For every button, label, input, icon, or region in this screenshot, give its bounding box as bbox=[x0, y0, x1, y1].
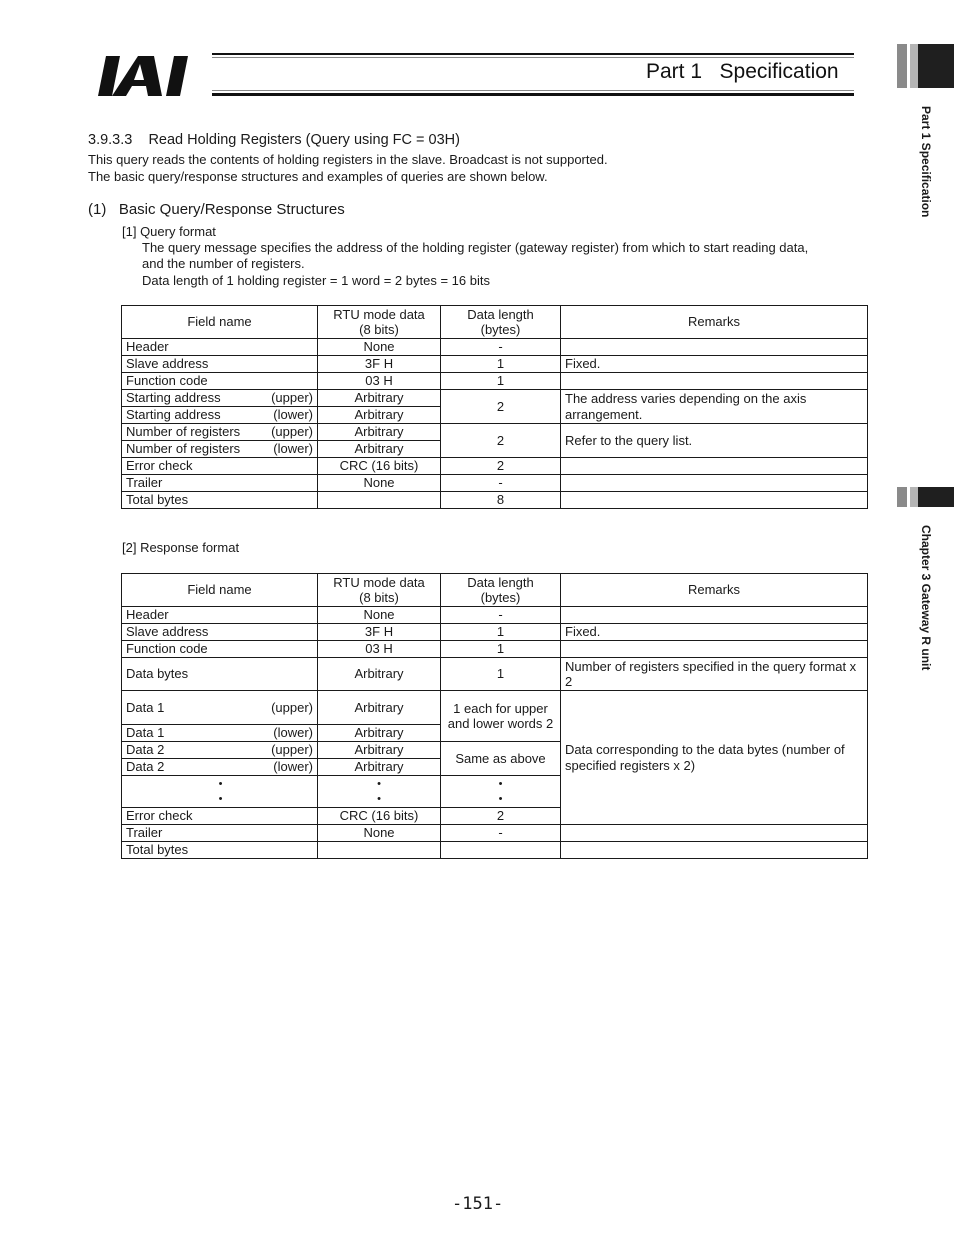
cell-field: Trailer bbox=[122, 825, 318, 842]
cell-remarks bbox=[561, 641, 868, 658]
cell-field: Trailer bbox=[122, 475, 318, 492]
header-rule-bottom bbox=[212, 90, 854, 91]
field-qualifier: (upper) bbox=[271, 424, 313, 440]
cell-length: - bbox=[441, 475, 561, 492]
table-row bbox=[122, 825, 868, 842]
cell-length: 1 bbox=[441, 373, 561, 390]
field-label: Data 1 bbox=[126, 699, 165, 715]
col-header-rtu bbox=[318, 574, 441, 607]
section-intro-1: This query reads the contents of holding registers in the slave. Broadcast is not supported. bbox=[88, 152, 608, 167]
col-header-rtu-1: RTU mode data bbox=[333, 574, 425, 590]
ellipsis-dot: • bbox=[218, 792, 223, 805]
header-rule-bottom-thick bbox=[212, 93, 854, 96]
side-tab-chapter-grey bbox=[897, 487, 907, 507]
subsection-title: (1) Basic Query/Response Structures bbox=[88, 201, 345, 218]
field-qualifier: (lower) bbox=[273, 759, 313, 775]
cell-remarks: Data corresponding to the data bytes (number of specified registers x 2) bbox=[561, 691, 868, 825]
field-qualifier: (upper) bbox=[271, 742, 313, 758]
cell-rtu: Arbitrary bbox=[318, 759, 441, 776]
cell-remarks: Number of registers specified in the query format x 2 bbox=[561, 658, 868, 691]
col-header-rtu-2: (8 bits) bbox=[359, 322, 399, 337]
cell-field bbox=[122, 759, 318, 776]
cell-remarks bbox=[561, 339, 868, 356]
cell-remarks: Refer to the query list. bbox=[561, 424, 868, 458]
query-desc-3: Data length of 1 holding register = 1 word = 2 bytes = 16 bits bbox=[142, 273, 490, 288]
col-header-len-2: (bytes) bbox=[480, 322, 521, 337]
cell-remarks bbox=[561, 475, 868, 492]
cell-length: 2 bbox=[441, 424, 561, 458]
col-header-len-1: Data length bbox=[467, 306, 534, 322]
col-header-rtu-1: RTU mode data bbox=[333, 306, 425, 322]
cell-rtu: 03 H bbox=[318, 641, 441, 658]
cell-remarks bbox=[561, 373, 868, 390]
cell-rtu: Arbitrary bbox=[318, 390, 441, 407]
cell-length: - bbox=[441, 607, 561, 624]
cell-rtu: None bbox=[318, 825, 441, 842]
table-row bbox=[122, 607, 868, 624]
col-header-rtu-2: (8 bits) bbox=[359, 590, 399, 605]
col-header-field: Field name bbox=[122, 306, 318, 339]
col-header-length bbox=[441, 306, 561, 339]
cell-field bbox=[122, 390, 318, 407]
cell-remarks: The address varies depending on the axis arrangement. bbox=[561, 390, 868, 424]
cell-field: Slave address bbox=[122, 624, 318, 641]
cell-field: Error check bbox=[122, 808, 318, 825]
query-desc-1: The query message specifies the address of the holding register (gateway register) from which to start reading data, bbox=[142, 240, 809, 255]
field-qualifier: (lower) bbox=[273, 407, 313, 423]
cell-field: Function code bbox=[122, 641, 318, 658]
cell-field: Function code bbox=[122, 373, 318, 390]
field-label: Number of registers bbox=[126, 441, 241, 457]
cell-rtu: Arbitrary bbox=[318, 725, 441, 742]
table-row bbox=[122, 658, 868, 691]
cell-field: Total bytes bbox=[122, 842, 318, 859]
field-qualifier: (lower) bbox=[273, 725, 313, 741]
cell-rtu: None bbox=[318, 475, 441, 492]
table-row bbox=[122, 475, 868, 492]
cell-rtu: CRC (16 bits) bbox=[318, 808, 441, 825]
ellipsis-dot: • bbox=[498, 777, 503, 790]
query-format-table bbox=[121, 305, 868, 509]
ellipsis-dot: • bbox=[377, 792, 381, 805]
cell-remarks bbox=[561, 458, 868, 475]
response-format-table bbox=[121, 573, 868, 859]
cell-field: Error check bbox=[122, 458, 318, 475]
col-header-rtu bbox=[318, 306, 441, 339]
field-qualifier: (upper) bbox=[271, 699, 313, 715]
side-tab-part-dark bbox=[918, 44, 954, 88]
cell-length: 2 bbox=[441, 390, 561, 424]
cell-remarks: Fixed. bbox=[561, 356, 868, 373]
query-desc-2: and the number of registers. bbox=[142, 256, 305, 271]
section-title: 3.9.3.3 Read Holding Registers (Query using FC = 03H) bbox=[88, 132, 460, 148]
cell-remarks bbox=[561, 607, 868, 624]
cell-field-ellipsis bbox=[122, 776, 318, 808]
table-row bbox=[122, 339, 868, 356]
field-label: Data 1 bbox=[126, 725, 165, 741]
table-row bbox=[122, 390, 868, 407]
cell-field bbox=[122, 407, 318, 424]
table-row bbox=[122, 842, 868, 859]
cell-field bbox=[122, 725, 318, 742]
cell-rtu: 3F H bbox=[318, 356, 441, 373]
cell-rtu: CRC (16 bits) bbox=[318, 458, 441, 475]
cell-length-ellipsis bbox=[441, 776, 561, 808]
cell-length: Same as above bbox=[441, 742, 561, 776]
page-header-title: Part 1 Specification bbox=[646, 60, 839, 83]
table-row bbox=[122, 356, 868, 373]
cell-rtu: 3F H bbox=[318, 624, 441, 641]
cell-rtu: Arbitrary bbox=[318, 424, 441, 441]
col-header-remarks: Remarks bbox=[561, 306, 868, 339]
cell-remarks bbox=[561, 492, 868, 509]
cell-length: 1 each for upper and lower words 2 bbox=[441, 691, 561, 742]
field-label: Data 2 bbox=[126, 742, 165, 758]
section-intro-2: The basic query/response structures and examples of queries are shown below. bbox=[88, 169, 548, 184]
cell-remarks: Fixed. bbox=[561, 624, 868, 641]
cell-field: Header bbox=[122, 339, 318, 356]
cell-field: Total bytes bbox=[122, 492, 318, 509]
side-tab-part-grey2 bbox=[910, 44, 918, 88]
cell-field bbox=[122, 691, 318, 725]
cell-rtu: None bbox=[318, 339, 441, 356]
col-header-len-2: (bytes) bbox=[480, 590, 521, 605]
table-row bbox=[122, 373, 868, 390]
table-row bbox=[122, 424, 868, 441]
cell-length: 2 bbox=[441, 808, 561, 825]
header-rule-top-thin bbox=[212, 57, 854, 58]
col-header-len-1: Data length bbox=[467, 574, 534, 590]
table-row bbox=[122, 492, 868, 509]
table-row bbox=[122, 624, 868, 641]
table-row bbox=[122, 641, 868, 658]
col-header-length bbox=[441, 574, 561, 607]
cell-remarks bbox=[561, 842, 868, 859]
side-tab-chapter-grey2 bbox=[910, 487, 918, 507]
table-row bbox=[122, 691, 868, 725]
field-label: Starting address bbox=[126, 390, 221, 406]
cell-rtu: Arbitrary bbox=[318, 658, 441, 691]
cell-length: 1 bbox=[441, 356, 561, 373]
iai-logo bbox=[96, 54, 214, 98]
side-tab-chapter-label: Chapter 3 Gateway R unit bbox=[919, 525, 933, 671]
cell-length bbox=[441, 842, 561, 859]
cell-rtu: Arbitrary bbox=[318, 407, 441, 424]
cell-rtu bbox=[318, 492, 441, 509]
cell-length: 8 bbox=[441, 492, 561, 509]
page-number: -151- bbox=[452, 1194, 504, 1214]
table-row bbox=[122, 574, 868, 607]
cell-length: 1 bbox=[441, 658, 561, 691]
side-tab-part-grey bbox=[897, 44, 907, 88]
query-format-label: [1] Query format bbox=[122, 224, 216, 239]
cell-length: 2 bbox=[441, 458, 561, 475]
cell-rtu: Arbitrary bbox=[318, 691, 441, 725]
field-label: Number of registers bbox=[126, 424, 241, 440]
ellipsis-dot: • bbox=[377, 777, 381, 790]
side-tab-part-label: Part 1 Specification bbox=[919, 106, 933, 218]
ellipsis-dot: • bbox=[498, 792, 503, 805]
cell-field: Slave address bbox=[122, 356, 318, 373]
cell-rtu: Arbitrary bbox=[318, 441, 441, 458]
field-qualifier: (upper) bbox=[271, 390, 313, 406]
field-label: Starting address bbox=[126, 407, 221, 423]
cell-field bbox=[122, 441, 318, 458]
cell-field bbox=[122, 424, 318, 441]
field-label: Data 2 bbox=[126, 759, 165, 775]
cell-field bbox=[122, 742, 318, 759]
ellipsis-dot: • bbox=[218, 777, 223, 790]
cell-length: 1 bbox=[441, 641, 561, 658]
side-tab-chapter-dark bbox=[918, 487, 954, 507]
cell-remarks bbox=[561, 825, 868, 842]
col-header-remarks: Remarks bbox=[561, 574, 868, 607]
cell-rtu-ellipsis bbox=[318, 776, 441, 808]
cell-length: - bbox=[441, 339, 561, 356]
table-row bbox=[122, 306, 868, 339]
header-rule-top bbox=[212, 53, 854, 55]
cell-rtu: None bbox=[318, 607, 441, 624]
cell-field: Header bbox=[122, 607, 318, 624]
response-format-label: [2] Response format bbox=[122, 540, 240, 555]
cell-rtu: 03 H bbox=[318, 373, 441, 390]
col-header-field: Field name bbox=[122, 574, 318, 607]
cell-field: Data bytes bbox=[122, 658, 318, 691]
cell-length: 1 bbox=[441, 624, 561, 641]
cell-rtu bbox=[318, 842, 441, 859]
cell-length: - bbox=[441, 825, 561, 842]
cell-rtu: Arbitrary bbox=[318, 742, 441, 759]
table-row bbox=[122, 458, 868, 475]
field-qualifier: (lower) bbox=[273, 441, 313, 457]
